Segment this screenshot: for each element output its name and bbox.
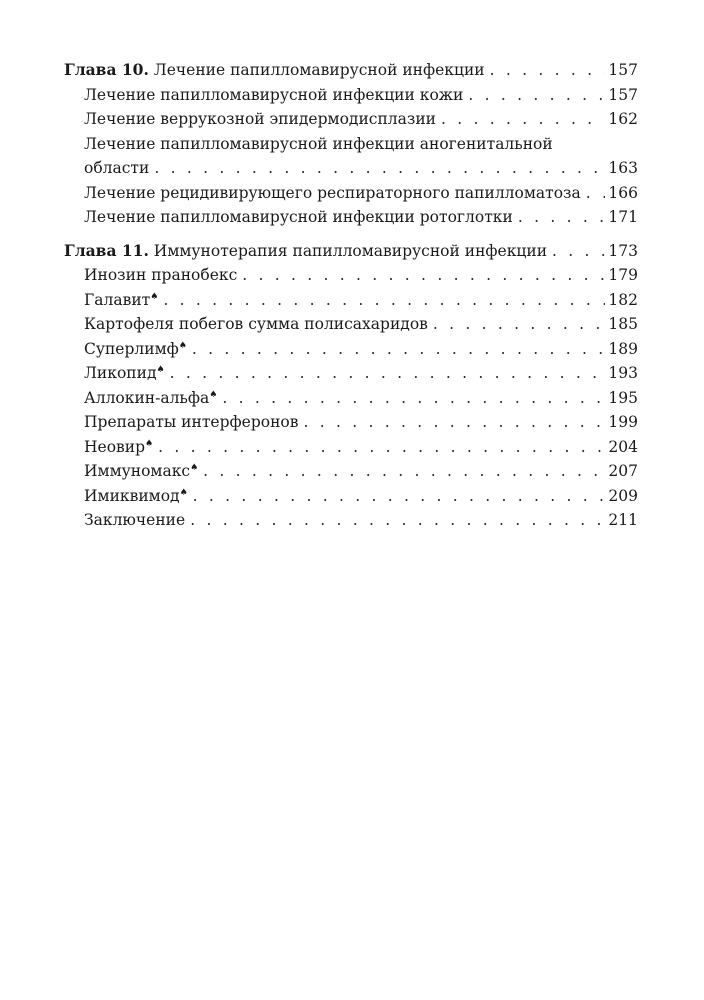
page-number: 166 (608, 183, 638, 202)
entry-title-line1: Лечение папилломавирусной инфекции аногенитальной (84, 134, 553, 153)
toc-entry[interactable] (64, 435, 638, 460)
page-number: 163 (608, 159, 638, 177)
entry-title: Лечение папилломавирусной инфекции кожи (84, 85, 464, 104)
chapter-10 (64, 58, 638, 230)
toc-entry[interactable] (64, 508, 638, 533)
toc-entry[interactable] (64, 263, 638, 288)
entry-title: Инозин пранобекс (84, 266, 238, 284)
page-number: 195 (608, 388, 638, 407)
entry-title: Галавит (84, 290, 151, 309)
leader-dots (154, 156, 605, 181)
entry-title: Картофеля побегов сумма полисахаридов (84, 315, 428, 333)
leader-dots (441, 107, 605, 132)
leader-dots (433, 312, 606, 337)
page-number: 207 (608, 462, 638, 480)
leader-dots (193, 484, 606, 509)
toc-entry[interactable] (64, 288, 638, 313)
toc-entry[interactable] (64, 107, 638, 132)
toc-chapter-heading[interactable] (64, 239, 638, 264)
chapter-title: Лечение папилломавирусной инфекции (153, 61, 485, 79)
toc-chapter-heading[interactable] (64, 58, 638, 83)
page-number: 157 (608, 61, 638, 79)
chapter-number: Глава 11. (64, 240, 149, 260)
chapter-11 (64, 239, 638, 533)
toc-entry[interactable] (64, 386, 638, 411)
leader-dots (190, 508, 605, 533)
leader-dots (490, 58, 606, 83)
leader-dots (468, 83, 605, 108)
entry-title: Иммуномакс (84, 462, 191, 480)
registered-mark-icon: ♠ (150, 291, 159, 302)
leader-dots (158, 435, 605, 460)
page-number: 171 (608, 208, 638, 226)
toc-entry[interactable] (64, 312, 638, 337)
toc-entry[interactable] (64, 181, 638, 206)
entry-title: Лечение веррукозной эпидермодисплазии (84, 110, 437, 128)
page-number: 162 (608, 110, 638, 128)
registered-mark-icon: ♠ (178, 340, 187, 351)
leader-dots (242, 263, 605, 288)
leader-dots (203, 459, 605, 484)
page-number: 179 (608, 266, 638, 284)
entry-title: Суперлимф (84, 339, 179, 358)
registered-mark-icon: ♠ (190, 463, 199, 473)
leader-dots (552, 239, 605, 264)
toc-entry[interactable] (64, 484, 638, 509)
toc-entry[interactable] (64, 361, 638, 386)
entry-title: Аллокин-альфа (84, 388, 210, 407)
chapter-number: Глава 10. (64, 60, 149, 79)
page-number: 211 (608, 511, 638, 529)
toc-entry-multiline[interactable] (64, 132, 638, 181)
toc-entry[interactable] (64, 410, 638, 435)
leader-dots (518, 205, 606, 230)
page-number: 173 (608, 241, 638, 260)
page-number: 189 (608, 339, 638, 358)
entry-title-line2: области (84, 159, 150, 177)
toc-entry[interactable] (64, 337, 638, 362)
entry-title: Заключение (84, 511, 186, 529)
entry-title: Лечение рецидивирующего респираторного папилломатоза (84, 183, 581, 202)
toc-entry[interactable] (64, 459, 638, 484)
page-number: 182 (608, 290, 638, 309)
leader-dots (163, 288, 605, 313)
entry-title: Неовир (84, 437, 146, 456)
leader-dots (222, 386, 605, 411)
page-number: 185 (608, 315, 638, 333)
page-number: 199 (608, 413, 638, 431)
page-number: 204 (608, 437, 638, 456)
entry-title: Препараты интерферонов (84, 413, 299, 431)
registered-mark-icon: ♠ (179, 487, 188, 498)
leader-dots (192, 337, 606, 362)
chapter-title: Иммунотерапия папилломавирусной инфекции (153, 241, 548, 260)
leader-dots (586, 181, 606, 206)
leader-dots (303, 410, 605, 435)
registered-mark-icon: ♠ (156, 365, 165, 375)
toc-entry[interactable] (64, 83, 638, 108)
toc-entry[interactable] (64, 205, 638, 230)
entry-title: Лечение папилломавирусной инфекции ротоглотки (84, 208, 513, 226)
leader-dots (170, 361, 606, 386)
page-number: 157 (608, 85, 638, 104)
registered-mark-icon: ♠ (209, 389, 218, 400)
registered-mark-icon: ♠ (145, 438, 154, 449)
table-of-contents (64, 58, 638, 542)
entry-title: Имиквимод (84, 486, 180, 505)
entry-title: Ликопид (84, 364, 157, 382)
page-number: 209 (608, 486, 638, 505)
page-number: 193 (608, 364, 638, 382)
